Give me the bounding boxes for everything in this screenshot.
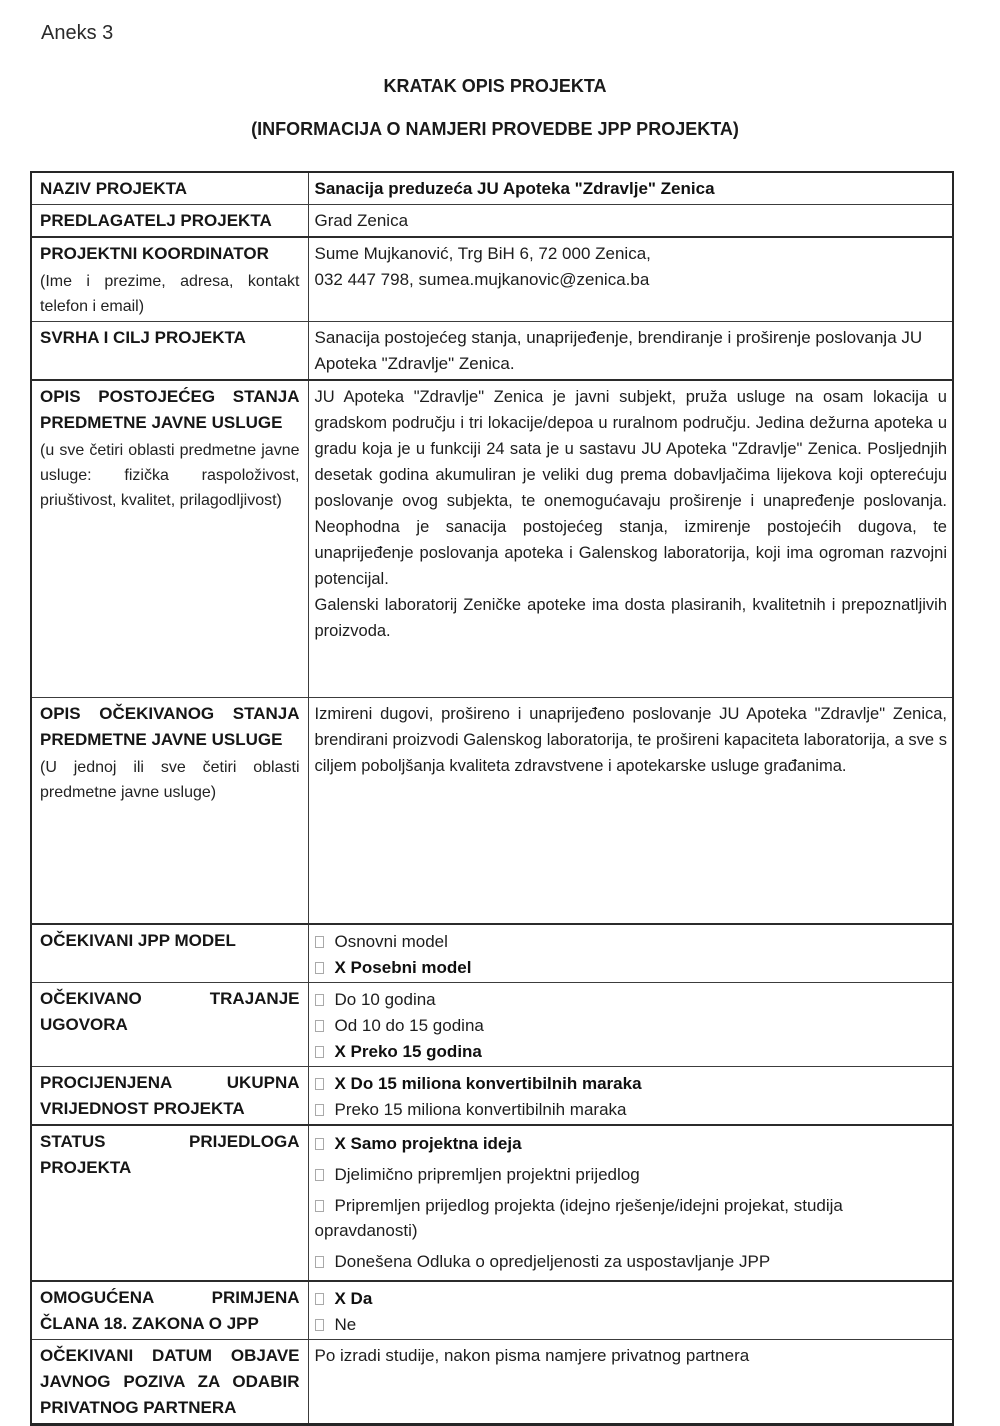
checkbox-icon [315,1169,324,1181]
row-label-cell [31,1340,308,1425]
checkbox-icon [315,936,324,948]
option-pripremljen-prijedlog [315,1191,949,1243]
option-osnovni-model [315,928,949,954]
row-label-cell [31,205,308,238]
row-label: OČEKIVANO TRAJANJE UGOVORA [40,989,300,1034]
description-paragraph: Izmireni dugovi, prošireno i unaprijeđeno poslovanje JU Apoteka "Zdravlje" Zenica, brendirani proizvodi Galenskog laboratorija, te prošireni kapaciteta laboratorija, a sve s ciljem poboljšanja kvaliteta zdravstvene i apotekarske usluge građanima. [314,704,947,775]
document-subtitle: (INFORMACIJA O NAMJERI PROVEDBE JPP PROJEKTA) [251,119,739,139]
row-value: Sanacija postojećeg stanja, unaprijeđenje, brendiranje i proširenje poslovanja JU Apoteka "Zdravlje" Zenica. [314,328,923,373]
option-preko-15-godina [315,1038,949,1064]
checkbox-icon [315,1078,324,1090]
option-label: Djelimično pripremljen projektni prijedlog [334,1165,640,1184]
row-value-cell [308,380,953,697]
option-label: Osnovni model [334,932,448,951]
description-paragraph: Galenski laboratorij Zeničke apoteke ima dosta plasiranih, kvalitetnih i prepoznatljivih proizvoda. [314,596,947,640]
option-do-10-godina [315,986,949,1012]
row-value: Sanacija preduzeća JU Apoteka "Zdravlje" Zenica [314,179,715,198]
row-label: OPIS POSTOJEĆEG STANJA PREDMETNE JAVNE USLUGE [40,387,300,432]
checkbox-icon [315,1046,324,1058]
option-label: Ne [334,1315,357,1334]
option-preko-15-miliona [315,1096,949,1122]
checkbox-icon [315,1256,324,1268]
checkbox-icon [315,1319,324,1331]
row-value-cell [308,237,953,322]
option-da [315,1285,949,1311]
option-label: X Do 15 miliona konvertibilnih maraka [334,1074,642,1093]
option-od-10-do-15-godina [315,1012,949,1038]
coordinator-phone-email: 032 447 798, sumea.mujkanovic@zenica.ba [314,270,650,289]
option-label: Od 10 do 15 godina [334,1016,484,1035]
row-label-cell [31,697,308,924]
row-sublabel: (u sve četiri oblasti predmetne javne usluge: fizička raspoloživost, priuštivost, kvalitet, prilagodljivost) [40,442,300,509]
row-value-cell [308,1125,953,1281]
row-label-cell [31,322,308,381]
row-label-cell [31,924,308,983]
row-label: NAZIV PROJEKTA [40,179,188,198]
table-row-jpp-model [31,924,953,983]
option-label: X Samo projektna ideja [334,1134,522,1153]
table-row-clan-18 [31,1281,953,1340]
row-value-cell [308,983,953,1067]
checkbox-icon [315,1200,324,1212]
checkbox-icon [315,1138,324,1150]
row-label-cell [31,1125,308,1281]
option-label: X Posebni model [334,958,472,977]
option-label: Donešena Odluka o opredjeljenosti za uspostavljanje JPP [334,1252,771,1271]
option-samo-projektna-ideja [315,1129,949,1156]
table-row-opis-ocekivanog [31,697,953,924]
row-label: SVRHA I CILJ PROJEKTA [40,328,246,347]
document-title: KRATAK OPIS PROJEKTA [383,76,607,96]
row-label-cell [31,983,308,1067]
table-row-koordinator [31,237,953,322]
row-label-cell [31,380,308,697]
option-ne [315,1311,949,1337]
option-label: Preko 15 miliona konvertibilnih maraka [334,1100,627,1119]
row-label-cell [31,237,308,322]
row-sublabel: (U jednoj ili sve četiri oblasti predmetne javne usluge) [40,758,300,801]
checkbox-icon [315,962,324,974]
row-value-cell [308,172,953,205]
table-row-naziv [31,172,953,205]
row-value-cell [308,924,953,983]
option-posebni-model [315,954,949,980]
row-label-cell [31,1067,308,1126]
row-label: OPIS OČEKIVANOG STANJA PREDMETNE JAVNE USLUGE [40,703,300,749]
row-label: OMOGUĆENA PRIMJENA ČLANA 18. ZAKONA O JPP [40,1288,300,1333]
annex-label: Aneks 3 [41,22,114,44]
row-value-cell [308,205,953,238]
row-value-cell [308,1340,953,1425]
checkbox-icon [315,1293,324,1305]
row-value-cell [308,1281,953,1340]
row-sublabel: (Ime i prezime, adresa, kontakt telefon i email) [40,273,300,315]
option-label: Pripremljen prijedlog projekta (idejno rješenje/idejni projekat, studija opravdanosti) [314,1196,843,1240]
checkbox-icon [315,994,324,1006]
option-label: X Preko 15 godina [334,1042,482,1061]
description-paragraph: JU Apoteka "Zdravlje" Zenica je javni subjekt, pruža usluge na osam lokacija u gradskom području i tri lokacije/depoa u ruralnom području. Jedina dežurna apoteka u gradu koja je u funkciji 24 sata je u sastavu JU Apoteka "Zdravlje" Zenica. Posljednjih desetak godina akumuliran je veliki dug prema dobavljačima lijekova koji opterećuju poslovanje ovog subjekta, te onemogućavaju proširenje i unapređenje poslovanja. Neophodna je sanacija postojećeg stanja, izmirenje postojećih dugova, te unaprijeđenje poslovanja apoteka i Galenskog laboratorija, koji ima ogroman razvojni potencijal. [314,388,947,588]
table-row-status [31,1125,953,1281]
row-label: PROCIJENJENA UKUPNA VRIJEDNOST PROJEKTA [40,1073,300,1118]
row-value: Grad Zenica [314,211,409,230]
table-row-datum-objave [31,1340,953,1425]
row-label-cell [31,1281,308,1340]
row-label: STATUS PRIJEDLOGA PROJEKTA [40,1132,300,1177]
row-label-cell [31,172,308,205]
row-label: OČEKIVANI DATUM OBJAVE JAVNOG POZIVA ZA ODABIR PRIVATNOG PARTNERA [40,1346,300,1417]
row-value-cell [308,322,953,381]
row-label: PREDLAGATELJ PROJEKTA [40,211,272,230]
table-row-trajanje [31,983,953,1067]
project-info-table [30,171,954,1426]
table-row-opis-postojeceg [31,380,953,697]
checkbox-icon [315,1104,324,1116]
option-label: X Da [334,1289,373,1308]
coordinator-name-address: Sume Mujkanović, Trg BiH 6, 72 000 Zenica, [314,244,651,263]
option-donesena-odluka [315,1247,949,1274]
option-djelimicno-pripremljen [315,1160,949,1187]
option-do-15-miliona [315,1070,949,1096]
row-label: PROJEKTNI KOORDINATOR [40,244,269,263]
row-value-cell [308,1067,953,1126]
checkbox-icon [315,1020,324,1032]
row-value-cell [308,697,953,924]
table-row-svrha [31,322,953,381]
option-label: Do 10 godina [334,990,436,1009]
table-row-predlagatelj [31,205,953,238]
row-value: Po izradi studije, nakon pisma namjere privatnog partnera [314,1346,750,1365]
row-label: OČEKIVANI JPP MODEL [40,931,236,950]
table-row-vrijednost [31,1067,953,1126]
